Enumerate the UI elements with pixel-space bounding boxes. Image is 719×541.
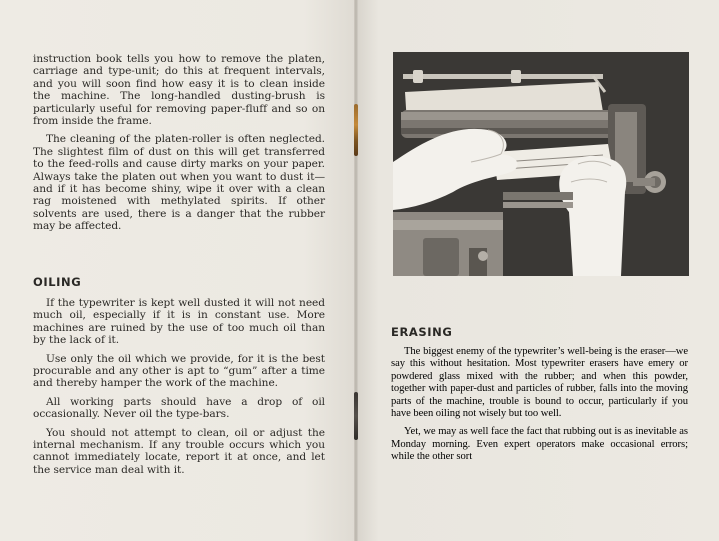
intro-paragraph: instruction book tells you how to remove the platen, carriage and type-unit; do this at frequent intervals, and you will soon find how easy it is to clean inside the machine. The long-handled dusting-brush is particularly useful for removing paper-fluff and so on from inside the frame. <box>33 53 325 128</box>
left-page <box>0 0 357 541</box>
bottom-staple <box>354 392 358 440</box>
oiling-paragraph: If the typewriter is kept well dusted it will not need much oil, especially if it is in constant use. More machines are ruined by the use of too much oil than by the lack of it. <box>33 297 325 347</box>
binding-gutter <box>354 0 358 541</box>
oiling-paragraph: You should not attempt to clean, oil or adjust the internal mechanism. If any trouble occurs which you cannot immediately locate, report it at once, and let the service man deal with it. <box>33 426 325 476</box>
erasing-body <box>391 346 688 470</box>
typewriter-platen-illustration <box>393 52 689 276</box>
platen-paragraph: The cleaning of the platen-roller is often neglected. The slightest film of dust on this will get transferred to the feed-rolls and cause dirty marks on your paper. Always take the platen out when you want to dust it—and if it has become shiny, wipe it over with a clean rag moistened with methylated spirits. If other solvents are used, there is a danger that the rubber may be affected. <box>33 133 325 233</box>
erasing-paragraph: Yet, we may as well face the fact that rubbing out is as inevitable as Monday morning. Even expert operators make occasional errors; while the other sort <box>391 426 688 463</box>
erasing-heading: ERASING <box>391 325 453 339</box>
oiling-paragraph: Use only the oil which we provide, for it is the best procurable and any other is apt to “gum” after a time and thereby hamper the work of the machine. <box>33 352 325 390</box>
oiling-paragraph: All working parts should have a drop of oil occasionally. Never oil the type-bars. <box>33 395 325 421</box>
oiling-heading: OILING <box>33 275 82 289</box>
top-staple <box>354 104 358 156</box>
oiling-body <box>33 297 325 482</box>
left-top-text <box>33 53 325 239</box>
erasing-paragraph: The biggest enemy of the typewriter’s well-being is the eraser—we say this without hesitation. Most typewriter erasers have emery or powdered glass mixed with the rubber; and when this powder, together with paper-dust and particles of rubber, falls into the moving parts of the machine, trouble is bound to occur, particularly if you have been oiling not wisely but too well. <box>391 346 688 420</box>
